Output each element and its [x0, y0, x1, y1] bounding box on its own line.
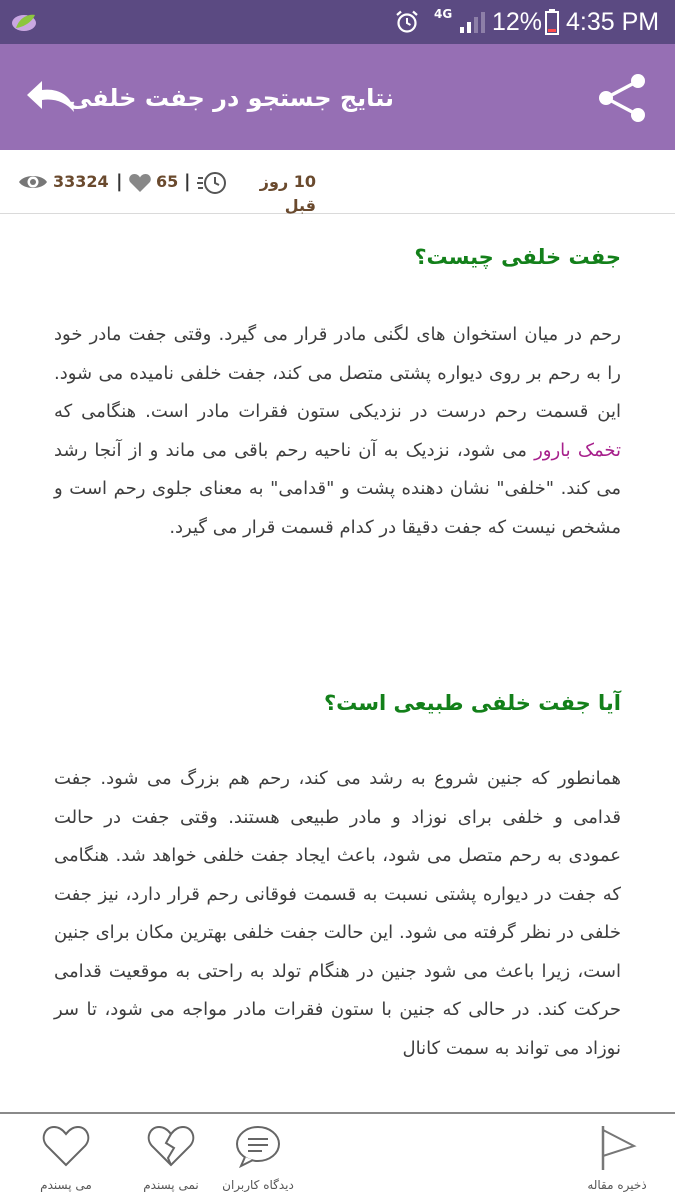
battery-percent: 12% [492, 8, 543, 36]
like-button[interactable] [18, 1120, 114, 1200]
app-leaf-icon [10, 10, 38, 34]
heart-outline-icon [41, 1124, 91, 1168]
save-article-button[interactable] [578, 1120, 656, 1200]
save-article-label: ذخیره مقاله [587, 1178, 647, 1192]
battery-icon [545, 9, 559, 35]
page-title: نتایج جستجو در جفت خلفی [67, 84, 394, 112]
broken-heart-icon [146, 1124, 196, 1168]
paragraph-text: می شود، نزدیک به آن ناحیه رحم باقی می ماند و از آنجا رشد می کند. "خلفی" نشان دهنده پشت و "قدامی" به معنای جلوی رحم است و مشخص نیست که جفت دقیقا در کدام قسمت قرار می گیرد. [54, 439, 621, 538]
publish-date: 10 روز قبل [259, 172, 316, 215]
section-heading: جفت خلفی چیست؟ [414, 245, 621, 269]
app-bar [0, 44, 675, 150]
ovulated-egg-link[interactable]: تخمک بارور [534, 439, 621, 461]
clock-time: 4:35 PM [566, 8, 660, 36]
like-label: می پسندم [40, 1178, 92, 1192]
comments-button[interactable] [212, 1120, 304, 1200]
network-type: 4G [434, 7, 453, 21]
share-icon [594, 72, 652, 124]
dislike-label: نمی پسندم [143, 1178, 199, 1192]
share-button[interactable] [594, 72, 652, 124]
heart-icon [128, 173, 152, 193]
article-body [0, 214, 675, 1112]
status-bar [0, 0, 675, 44]
meta-separator: | [116, 171, 123, 192]
alarm-icon [394, 9, 420, 35]
likes-count: 65 [156, 172, 179, 191]
bottom-action-bar [0, 1112, 675, 1200]
history-clock-icon [196, 170, 228, 196]
section-heading: آیا جفت خلفی طبیعی است؟ [323, 691, 621, 715]
paragraph-text: رحم در میان استخوان های لگنی مادر قرار می گیرد. وقتی جفت مادر خود را به رحم بر روی دیواره پشتی متصل می کند، جفت خلفی نامیده می شود. این قسمت رحم درست در نزدیکی ستون فقرات مادر است. هنگامی که [54, 324, 621, 422]
comments-label: دیدگاه کاربران [222, 1178, 294, 1192]
eye-icon [18, 172, 48, 192]
article-paragraph [54, 316, 621, 547]
meta-separator: | [184, 171, 191, 192]
views-count: 33324 [53, 172, 109, 191]
signal-icon [458, 10, 486, 34]
comment-bubble-icon [233, 1124, 283, 1168]
article-meta-row [0, 150, 675, 214]
article-paragraph: همانطور که جنین شروع به رشد می کند، رحم هم بزرگ می شود. جفت قدامی و خلفی برای نوزاد و مادر طبیعی هستند. وقتی جفت در حالت عمودی به رحم متصل می شود، باعث ایجاد جفت خلفی خواهد شد. هنگامی که جفت در دیواره پشتی نسبت به قسمت فوقانی رحم قرار دارد، نیز جفت خلفی در نظر گرفته می شود. این حالت جفت خلفی بهترین مکان برای جنین است، زیرا باعث می شود جنین در هنگام تولد به راحتی به موقعیت قدامی حرکت کند. در حالی که جنین با ستون فقرات مادر مواجه می شود، تا سر نوزاد می تواند به سمت کانال [54, 768, 621, 1059]
flag-icon [592, 1124, 642, 1174]
dislike-button[interactable] [120, 1120, 222, 1200]
